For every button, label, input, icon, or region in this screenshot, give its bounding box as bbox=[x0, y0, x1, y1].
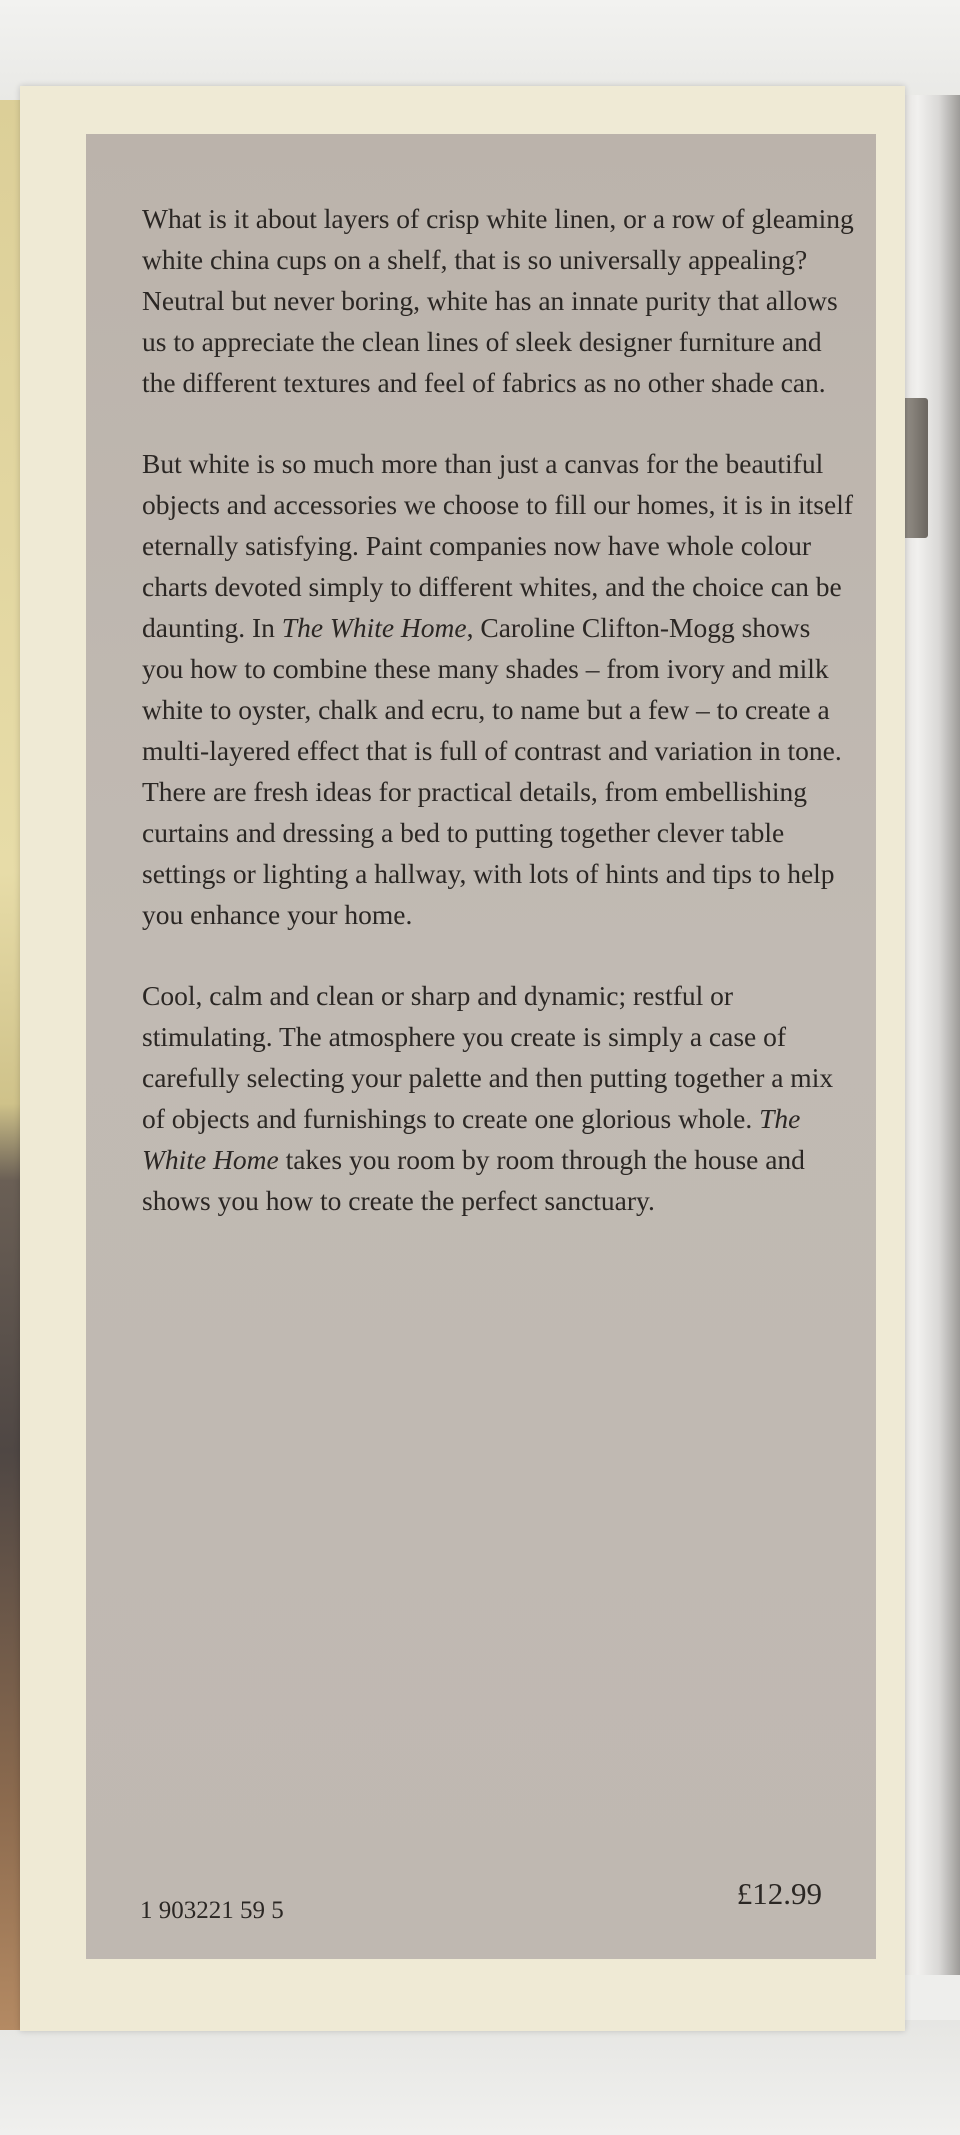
blurb-text bbox=[142, 198, 854, 1261]
background-surface-bottom bbox=[0, 2020, 960, 2135]
price-label: £12.99 bbox=[736, 1876, 822, 1911]
blurb-paragraph-1 bbox=[142, 198, 854, 403]
text-panel bbox=[86, 134, 876, 1959]
blurb-paragraph-1-text: What is it about layers of crisp white linen, or a row of gleaming white china cups on a shelf, that is so universally appealing? Neutral but never boring, white has an innate purity that allows us to appreciate the clean lines of sleek designer furniture and the different textures and feel of fabrics as no other shade can. bbox=[142, 203, 854, 398]
book-title-italic: The White Home bbox=[281, 612, 467, 643]
dust-jacket-flap bbox=[20, 86, 905, 2031]
blurb-paragraph-3-text-b: takes you room by room through the house and shows you how to create the perfect sanctuary. bbox=[142, 1144, 805, 1216]
blurb-paragraph-2-text-b: , Caroline Clifton-Mogg shows you how to combine these many shades – from ivory and milk white to oyster, chalk and ecru, to name but a few – to create a multi-layered effect that is full of contrast and variation in tone. There are fresh ideas for practical details, from embellishing curtains and dressing a bed to putting together clever table settings or lighting a hallway, with lots of hints and tips to help you enhance your home. bbox=[142, 612, 842, 930]
book-title-italic: The White Home bbox=[142, 1103, 801, 1175]
blurb-paragraph-2-text-a: But white is so much more than just a canvas for the beautiful objects and accessories we choose to fill our homes, it is in itself eternally satisfying. Paint companies now have whole colour charts devoted simply to different whites, and the choice can be daunting. In bbox=[142, 448, 854, 643]
background-surface-top bbox=[0, 0, 960, 100]
isbn-number: 1 903221 59 5 bbox=[140, 1897, 284, 1924]
blurb-paragraph-3-text-a: Cool, calm and clean or sharp and dynamic; restful or stimulating. The atmosphere you create is simply a case of carefully selecting your palette and then putting together a mix of objects and furnishings to create one glorious whole. bbox=[142, 980, 834, 1134]
blurb-paragraph-2 bbox=[142, 443, 854, 935]
blurb-paragraph-3 bbox=[142, 975, 854, 1221]
